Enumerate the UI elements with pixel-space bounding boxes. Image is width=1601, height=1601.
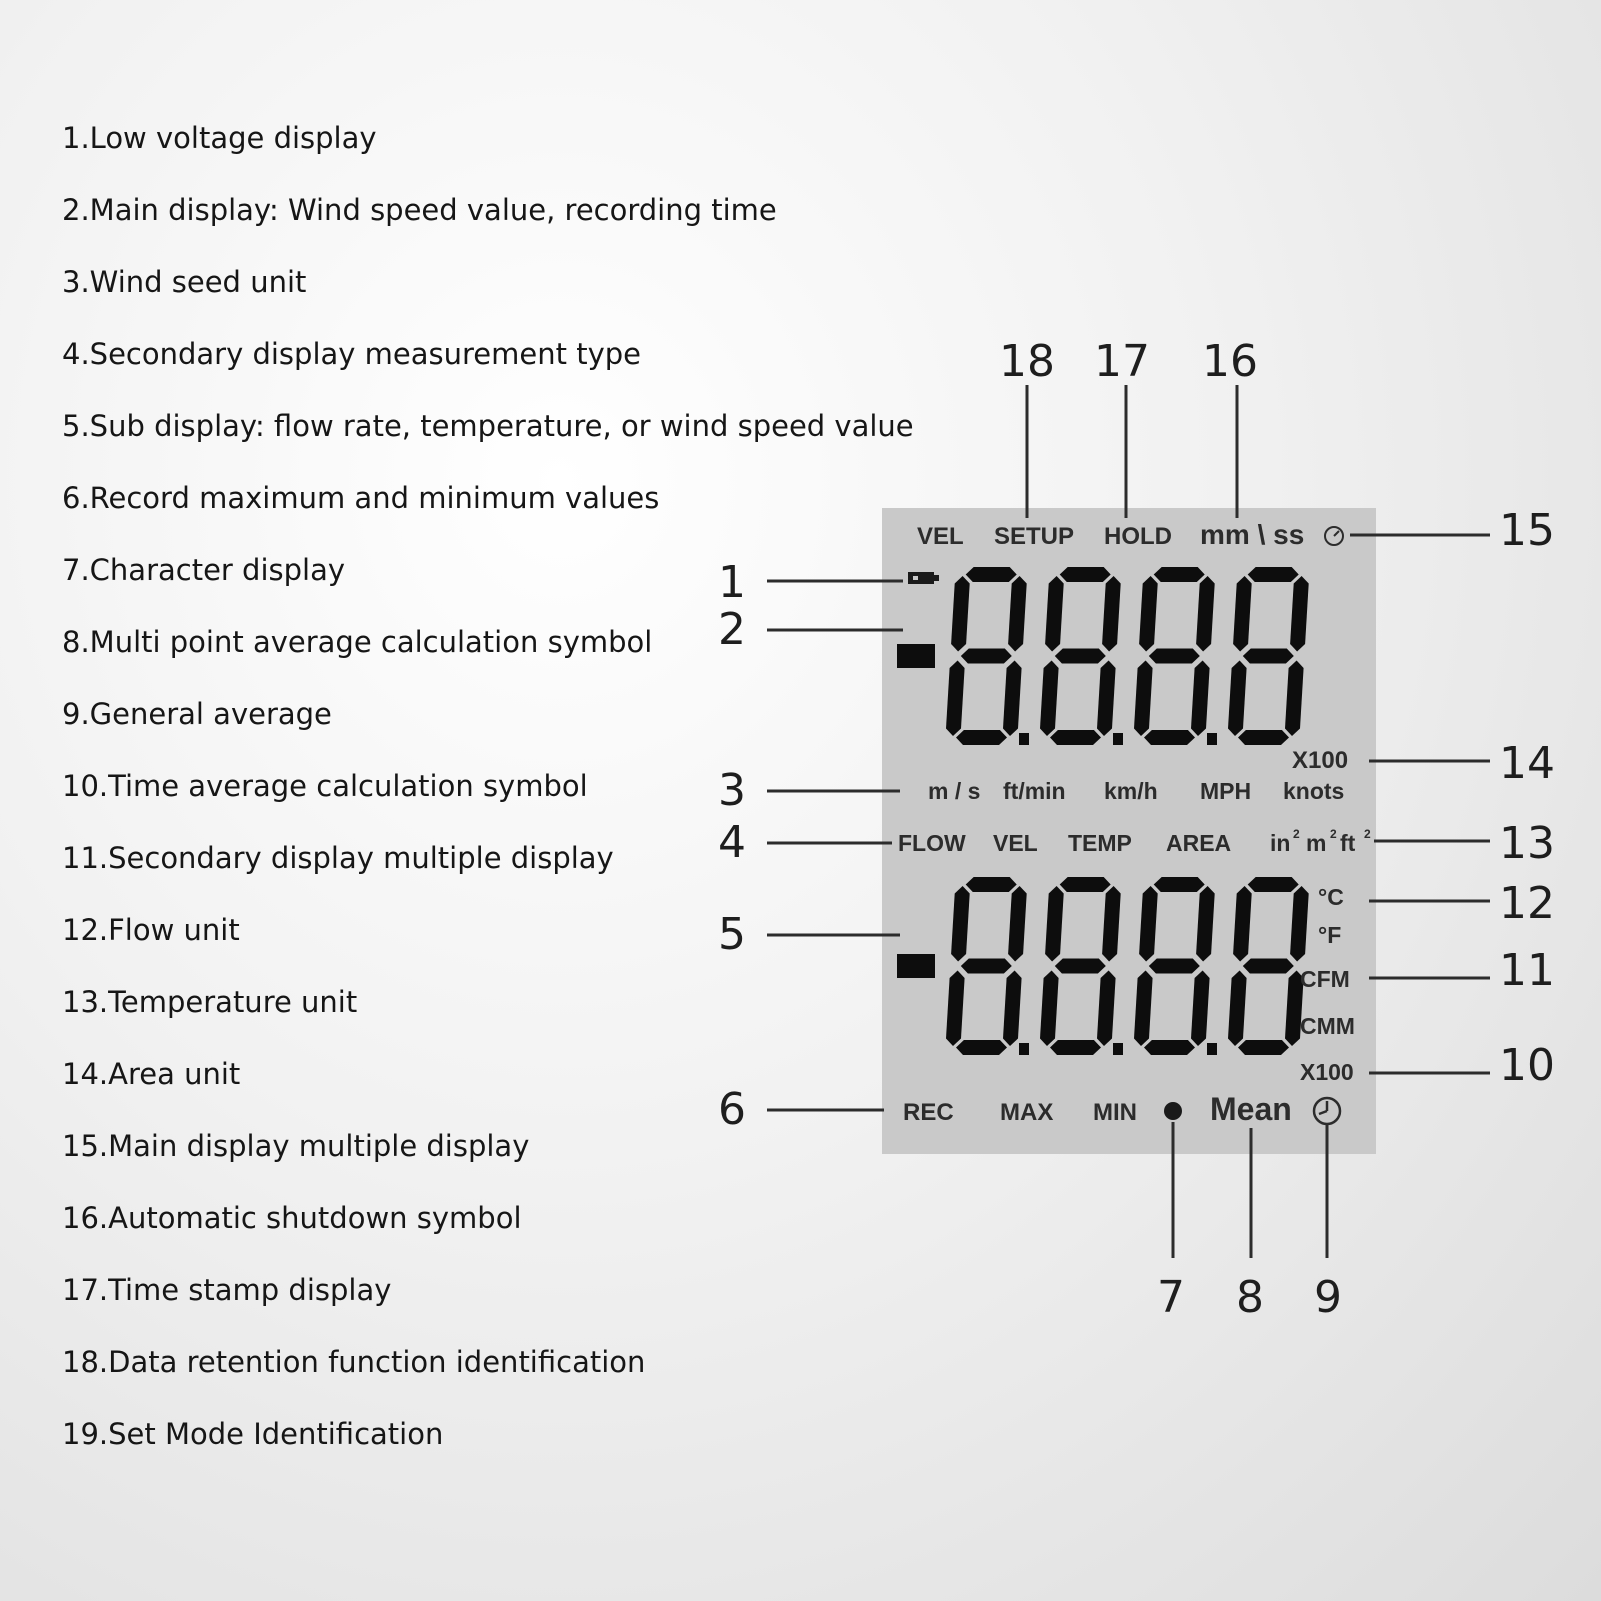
type-temp: TEMP [1068,830,1132,856]
digit-segment [966,567,1017,582]
legend-item: 18.Data retention function identification [62,1345,646,1379]
mean-indicator: Mean [1210,1091,1292,1127]
callout-3: 3 [718,765,746,816]
digit-segment [1154,877,1205,892]
decimal-point [1019,1043,1029,1055]
min-indicator: MIN [1093,1099,1137,1126]
digit-segment [1238,1040,1289,1055]
type-flow: FLOW [898,830,966,856]
digit-segment [1149,649,1200,664]
legend-item: 2.Main display: Wind speed value, recording time [62,193,777,227]
digit-segment [961,649,1012,664]
main-multiplier: X100 [1292,747,1349,774]
digit-segment [961,959,1012,974]
unit-in2: in [1270,830,1291,856]
max-indicator: MAX [1000,1099,1054,1126]
unit-kmh: km/h [1104,778,1158,804]
digit-segment [1243,649,1294,664]
legend-item: 1.Low voltage display [62,121,377,155]
digit-segment [956,730,1007,745]
digit-segment [1060,567,1111,582]
legend-item: 3.Wind seed unit [62,265,307,299]
legend-item: 19.Set Mode Identification [62,1417,444,1451]
record-dot-icon [1164,1102,1182,1120]
legend-item: 10.Time average calculation symbol [62,769,588,803]
digit-segment [1050,1040,1101,1055]
unit-mph: MPH [1200,778,1252,804]
legend-item: 11.Secondary display multiple display [62,841,614,875]
digit-segment [966,877,1017,892]
lcd-hold-indicator: HOLD [1104,523,1172,550]
digit-segment [1154,567,1205,582]
lcd-mmss-indicator: mm \ ss [1200,519,1305,550]
callout-5: 5 [718,909,746,960]
lcd-vel-indicator: VEL [917,523,964,550]
callout-13: 13 [1499,818,1555,869]
decimal-point [1207,733,1217,745]
callout-1: 1 [718,557,746,608]
legend-item: 15.Main display multiple display [62,1129,530,1163]
decimal-point [1019,733,1029,745]
digit-segment [956,1040,1007,1055]
unit-celsius: °C [1318,884,1344,910]
legend-item: 14.Area unit [62,1057,241,1091]
unit-cfm: CFM [1300,966,1350,992]
callout-6: 6 [718,1084,746,1135]
callout-7: 7 [1157,1272,1185,1323]
legend-item: 9.General average [62,697,332,731]
callout-17: 17 [1094,336,1150,387]
unit-ms: m / s [928,778,981,804]
decimal-point [1207,1043,1217,1055]
unit-cmm: CMM [1300,1013,1355,1039]
legend-item: 13.Temperature unit [62,985,358,1019]
callout-14: 14 [1499,738,1555,789]
digit-segment [1243,959,1294,974]
unit-in2-sup: 2 [1293,827,1300,841]
type-area: AREA [1166,830,1232,856]
digit-segment [1055,959,1106,974]
digit-segment [1248,567,1299,582]
callout-4: 4 [718,817,746,868]
decimal-point [1113,733,1123,745]
digit-segment [1248,877,1299,892]
callout-10: 10 [1499,1040,1555,1091]
digit-segment [1238,730,1289,745]
digit-segment [1144,730,1195,745]
legend-item: 17.Time stamp display [62,1273,392,1307]
unit-m2-sup: 2 [1330,827,1337,841]
legend-item: 8.Multi point average calculation symbol [62,625,653,659]
legend-item: 5.Sub display: flow rate, temperature, or wind speed value [62,409,914,443]
rec-indicator: REC [903,1099,954,1126]
digit-segment [1060,877,1111,892]
decimal-point [1113,1043,1123,1055]
unit-ft2: ft [1340,830,1356,856]
digit-segment [1055,649,1106,664]
legend-item: 4.Secondary display measurement type [62,337,641,371]
callout-18: 18 [999,336,1055,387]
minus-sign [897,954,935,978]
unit-fahrenheit: °F [1318,922,1342,948]
callout-16: 16 [1202,336,1258,387]
unit-ftmin: ft/min [1003,778,1066,804]
digit-segment [1144,1040,1195,1055]
unit-m2: m [1306,830,1327,856]
legend-item: 16.Automatic shutdown symbol [62,1201,522,1235]
unit-ft2-sup: 2 [1364,827,1371,841]
digit-segment [1149,959,1200,974]
callout-9: 9 [1314,1272,1342,1323]
legend-item: 6.Record maximum and minimum values [62,481,660,515]
callout-8: 8 [1236,1272,1264,1323]
callout-11: 11 [1499,945,1555,996]
digit-segment [1050,730,1101,745]
callout-2: 2 [718,604,746,655]
unit-knots: knots [1283,778,1345,804]
callout-15: 15 [1499,505,1555,556]
legend-item: 7.Character display [62,553,346,587]
callout-12: 12 [1499,878,1555,929]
sub-multiplier: X100 [1300,1059,1354,1085]
type-vel: VEL [993,830,1038,856]
minus-sign [897,644,935,668]
lcd-setup-indicator: SETUP [994,523,1075,550]
legend-item: 12.Flow unit [62,913,240,947]
